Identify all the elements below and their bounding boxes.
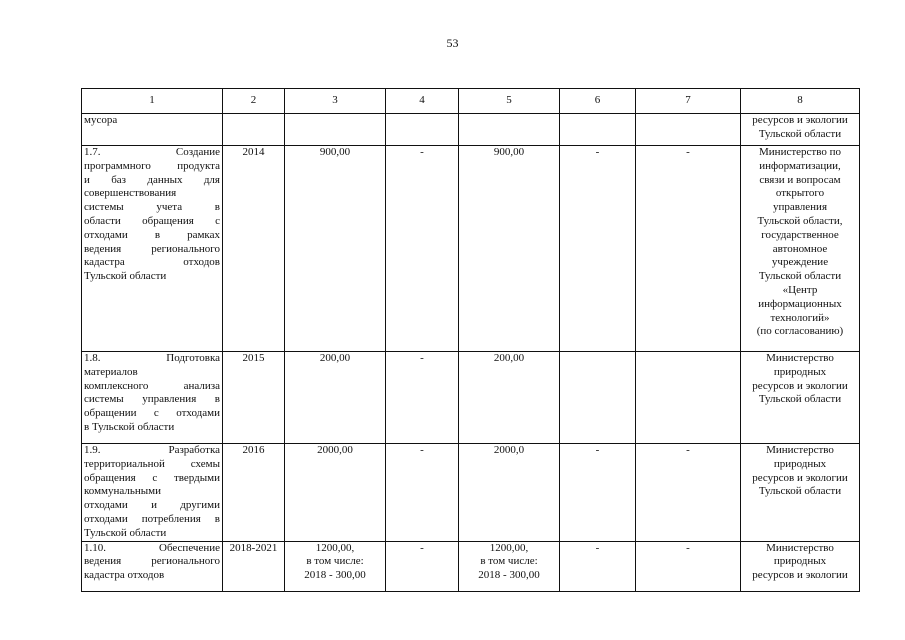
cell-line: 1.8. Подготовка [84, 352, 220, 364]
executor-cell [741, 146, 860, 352]
cell-line: ресурсов и экологии [752, 379, 848, 392]
cell-line: Тульской области [84, 526, 167, 539]
executor-cell [741, 541, 860, 591]
measure-name-cell [82, 146, 223, 352]
cell-line: программного продукта [84, 159, 220, 172]
table-row [82, 352, 860, 444]
year-cell: 2016 [223, 444, 285, 542]
cell-line: обращении с отходами [84, 407, 220, 420]
cell-line: Тульской области [758, 127, 842, 140]
cell-line: автономное [772, 242, 828, 255]
cell-line: кадастра отходов [84, 256, 220, 269]
cell-line: совершенствования [84, 187, 177, 200]
cell-line: ресурсов и экологии [752, 471, 848, 484]
cell-line: в том числе: [480, 555, 538, 568]
cell-line: отходами и другими [84, 499, 220, 512]
column-header: 2 [223, 89, 285, 114]
cell-line: Тульской области [758, 270, 842, 283]
cell-line: 2000,0 [493, 444, 525, 456]
cell-line: системы учета в [84, 201, 220, 214]
executor-cell [741, 114, 860, 146]
column-header: 6 [560, 89, 636, 114]
regional-funding-cell [459, 114, 560, 146]
cell-line: природных [773, 457, 827, 470]
cell-line: системы управления в [84, 393, 220, 406]
cell-line: технологий» [770, 311, 830, 324]
year-cell: 2014 [223, 146, 285, 352]
cell-line: отходами потребления в [84, 512, 220, 525]
cell-line: Тульской области, [757, 214, 843, 227]
cell-line: Министерство [766, 541, 834, 554]
cell-line: 1200,00, [489, 541, 529, 554]
cell-line: Министерство по [759, 146, 841, 158]
cell-line: Министерство [766, 352, 834, 364]
federal-funding-cell: - [386, 444, 459, 542]
cell-line: открытого [775, 187, 825, 200]
page-number: 53 [446, 36, 459, 50]
measures-table [81, 88, 860, 592]
cell-line: 2000,00 [317, 444, 353, 456]
cell-line: ведения регионального [84, 242, 220, 255]
cell-line: Тульской области [758, 393, 842, 406]
cell-line: информационных [758, 297, 842, 310]
local-funding-cell: - [560, 146, 636, 352]
cell-line: управления [772, 201, 828, 214]
regional-funding-cell [459, 444, 560, 542]
cell-line: территориальной схемы [84, 457, 220, 470]
cell-line: 200,00 [493, 352, 525, 364]
measure-name-cell [82, 444, 223, 542]
cell-line: материалов [84, 365, 138, 378]
table-row [82, 444, 860, 542]
cell-line: и баз данных для [84, 173, 220, 186]
cell-line: области обращения с [84, 214, 220, 227]
header-row [82, 89, 860, 114]
other-funding-cell: - [636, 146, 741, 352]
cell-line: ведения регионального [84, 555, 220, 568]
local-funding-cell [560, 352, 636, 444]
total-funding-cell [285, 114, 386, 146]
cell-line: связи и вопросам [759, 173, 841, 186]
year-cell: 2015 [223, 352, 285, 444]
total-funding-cell [285, 444, 386, 542]
federal-funding-cell [386, 114, 459, 146]
other-funding-cell [636, 114, 741, 146]
executor-cell [741, 444, 860, 542]
cell-line: 200,00 [319, 352, 351, 364]
other-funding-cell: - [636, 444, 741, 542]
cell-line: природных [773, 555, 827, 568]
federal-funding-cell: - [386, 541, 459, 591]
cell-line: 1.7. Создание [84, 146, 220, 158]
cell-line: обращения с твердыми [84, 471, 220, 484]
year-cell [223, 114, 285, 146]
table-row [82, 541, 860, 591]
column-header: 1 [82, 89, 223, 114]
cell-line: мусора [84, 114, 118, 126]
regional-funding-cell [459, 352, 560, 444]
cell-line: (по согласованию) [756, 325, 844, 338]
cell-line: в Тульской области [84, 420, 175, 433]
column-header: 8 [741, 89, 860, 114]
cell-line: 1.9. Разработка [84, 444, 220, 456]
measure-name-cell [82, 352, 223, 444]
column-header: 3 [285, 89, 386, 114]
cell-line: в том числе: [306, 555, 364, 568]
cell-line: кадастра отходов [84, 569, 165, 582]
cell-line: Тульской области [758, 485, 842, 498]
column-header: 5 [459, 89, 560, 114]
cell-line: ресурсов и экологии [752, 569, 848, 582]
local-funding-cell: - [560, 541, 636, 591]
other-funding-cell [636, 352, 741, 444]
other-funding-cell: - [636, 541, 741, 591]
column-header: 7 [636, 89, 741, 114]
cell-line: ресурсов и экологии [752, 114, 848, 126]
cell-line: 2018 - 300,00 [304, 569, 366, 582]
cell-line: отходами в рамках [84, 228, 220, 241]
cell-line: комплексного анализа [84, 379, 220, 392]
local-funding-cell [560, 114, 636, 146]
measure-name-cell [82, 541, 223, 591]
regional-funding-cell [459, 541, 560, 591]
cell-line: 1.10. Обеспечение [84, 541, 220, 554]
cell-line: учреждение [771, 256, 829, 269]
table-row [82, 114, 860, 146]
cell-line: информатизации, [759, 159, 841, 172]
total-funding-cell [285, 352, 386, 444]
executor-cell [741, 352, 860, 444]
total-funding-cell [285, 541, 386, 591]
cell-line: 2018 - 300,00 [478, 569, 540, 582]
federal-funding-cell: - [386, 146, 459, 352]
federal-funding-cell: - [386, 352, 459, 444]
column-header: 4 [386, 89, 459, 114]
cell-line: «Центр [782, 283, 818, 296]
cell-line: 1200,00, [315, 541, 355, 554]
cell-line: природных [773, 365, 827, 378]
measure-name-cell [82, 114, 223, 146]
total-funding-cell [285, 146, 386, 352]
cell-line: 900,00 [493, 146, 525, 158]
table-row [82, 146, 860, 352]
cell-line: коммунальными [84, 485, 161, 498]
cell-line: Министерство [766, 444, 834, 456]
cell-line: государственное [761, 228, 839, 241]
year-cell: 2018-2021 [223, 541, 285, 591]
cell-line: Тульской области [84, 270, 167, 283]
cell-line: 900,00 [319, 146, 351, 158]
regional-funding-cell [459, 146, 560, 352]
local-funding-cell: - [560, 444, 636, 542]
